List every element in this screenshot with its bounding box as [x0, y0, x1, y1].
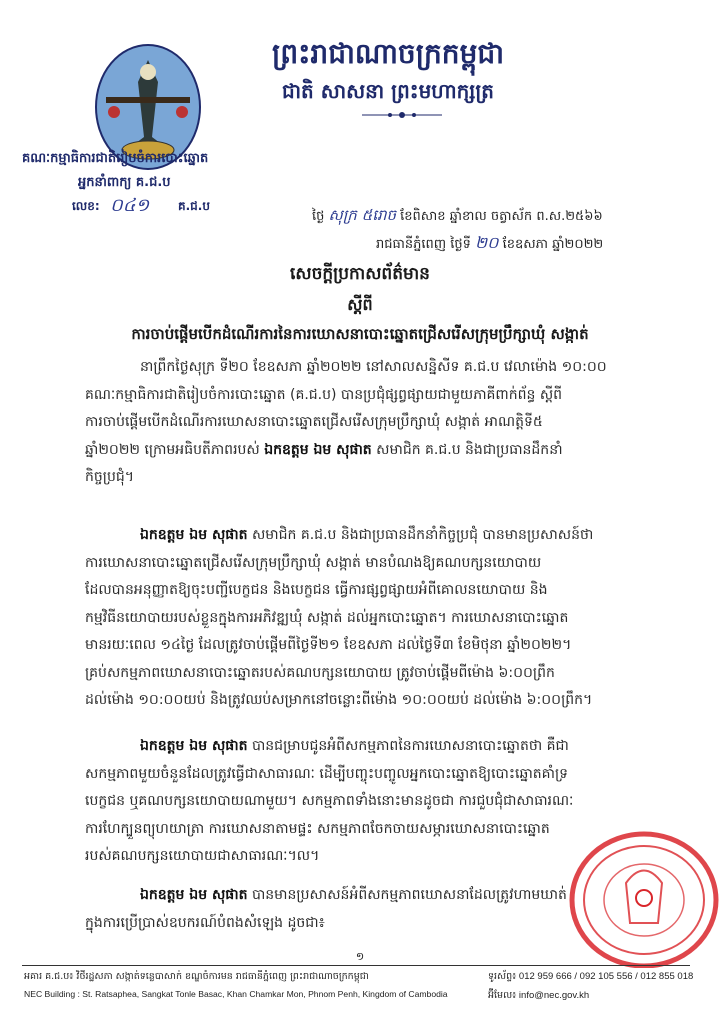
footer-email: អ៊ីមែល៖ info@nec.gov.kh — [488, 990, 590, 1001]
line-text: នាព្រឹកថ្ងៃសុក្រ ទី២០ ខែឧសភា ឆ្នាំ២០២២ នៅសាលសន្និសីទ គ.ជ.ប វេលាម៉ោង ១០:០០ — [140, 359, 607, 375]
official-stamp — [566, 828, 720, 968]
kingdom-heading: ព្រះរាជាណាចក្រកម្ពុជា — [272, 37, 505, 70]
lunar-date — [312, 206, 603, 228]
footer-divider — [22, 965, 690, 966]
title-about: ស្តីពី — [347, 295, 373, 314]
body-line — [85, 791, 690, 812]
line-text: បានជម្រាបជូនអំពីសកម្មភាពនៃការឃោសនាបោះឆ្នោតថា គឺជា — [247, 738, 569, 754]
line-text: របស់គណបក្សនយោបាយជាសាធារណៈ។ល។ — [85, 848, 320, 864]
lunar-date-prefix: ថ្ងៃ — [312, 209, 325, 224]
body-line — [85, 440, 690, 461]
document-title: សេចក្តីប្រកាសព័ត៌មាន — [290, 264, 430, 284]
body-line — [85, 635, 690, 656]
body-line — [85, 663, 690, 684]
number-suffix: គ.ជ.ប — [178, 199, 210, 213]
body-line — [85, 580, 690, 601]
line-text: គ្រប់សកម្មភាពឃោសនាបោះឆ្នោតរបស់គណបក្សនយោបាយ ត្រូវចាប់ផ្ដើមពីម៉ោង ៦:០០ព្រឹក — [85, 664, 555, 681]
body-line — [85, 608, 690, 629]
line-text: បានមានប្រសាសន៍អំពីសកម្មភាពឃោសនាដែលត្រូវហាមឃាត់ — [247, 887, 567, 903]
speaker-name: ឯកឧត្តម ឯម សុផាត — [264, 441, 372, 458]
document-subject: ការចាប់ផ្តើមបើកដំណើរការនៃការឃោសនាបោះឆ្នោតជ្រើសរើសក្រុមប្រឹក្សាឃុំ សង្កាត់ — [131, 325, 589, 343]
lunar-date-suffix: ខែពិសាខ ឆ្នាំខាល ចត្វាស័ក ព.ស.២៥៦៦ — [400, 209, 603, 224]
body-line — [140, 357, 690, 378]
speaker-name: ឯកឧត្តម ឯម សុផាត — [140, 738, 248, 754]
body-line — [85, 553, 690, 574]
spokesperson-label: អ្នកនាំពាក្យ គ.ជ.ប — [78, 175, 171, 190]
footer-address-en: NEC Building : St. Ratsaphea, Sangkat Tonle Basac, Khan Chamkar Mon, Phnom Penh, Kingdom of Cambodia — [24, 989, 448, 999]
date-suffix: ខែឧសភា ឆ្នាំ២០២២ — [502, 237, 604, 252]
number-label: លេខ: — [72, 199, 100, 213]
line-text: ឆ្នាំ២០២២ ក្រោមអធិបតីភាពរបស់ — [85, 441, 265, 458]
line-text: គណៈកម្មាធិការជាតិរៀបចំការបោះឆ្នោត (គ.ជ.ប) បានប្រជុំផ្សព្វផ្សាយជាមួយភាគីពាក់ព័ន្ធ ស្ដីពី — [85, 386, 563, 403]
line-text: ដែលបានអនុញ្ញាតឱ្យចុះបញ្ជីបេក្ខជន និងបេក្ខជន ធ្វើការផ្សព្វផ្សាយអំពីគោលនយោបាយ និង — [85, 582, 548, 598]
line-text: សមាជិក គ.ជ.ប និងជាប្រធានដឹកនាំកិច្ចប្រជុំ បានមានប្រសាសន៍ថា — [247, 527, 594, 543]
national-motto: ជាតិ សាសនា ព្រះមហាក្សត្រ — [282, 79, 494, 103]
line-text: ដល់ម៉ោង ១០:០០យប់ និងត្រូវឈប់សម្រាកនៅចន្លោះពីម៉ោង ១០:០០យប់ ដល់ម៉ោង ៦:០០ព្រឹក។ — [85, 692, 593, 708]
lunar-date-handwritten: សុក្រ ៥រោច — [328, 206, 396, 224]
line-text: មានរយៈពេល ១៤ថ្ងៃ ដែលត្រូវចាប់ផ្ដើមពីថ្ងៃទី២១ ខែឧសភា ដល់ថ្ងៃទី៣ ខែមិថុនា ឆ្នាំ២០២២។ — [85, 637, 572, 653]
body-line — [85, 467, 690, 488]
line-text: ការចាប់ផ្ដើមបើកដំណើរការឃោសនាបោះឆ្នោតជ្រើសរើសក្រុមប្រឹក្សាឃុំ សង្កាត់ អាណត្តិទី៥ — [85, 414, 543, 430]
body-line — [85, 764, 690, 785]
speaker-name: ឯកឧត្តម ឯម សុផាត — [140, 527, 248, 543]
speaker-name: ឯកឧត្តម ឯម សុផាត — [140, 887, 248, 903]
page-number: ១ — [355, 950, 365, 963]
footer-phone: ទូរស័ព្ទ៖ 012 959 666 / 092 105 556 / 012 855 018 — [488, 971, 694, 982]
document-number: ០៤១ — [110, 195, 150, 216]
line-text: ការហែក្បួនព្យុហយាត្រា ការឃោសនាតាមផ្ទះ សកម្មភាពចែកចាយសម្ភារឃោសនាបោះឆ្នោត — [85, 820, 550, 837]
line-text: បេក្ខជន ឬគណបក្សនយោបាយណាមួយ។ សកម្មភាពទាំងនោះមានដូចជា ការជួបជុំជាសាធារណៈ — [85, 793, 574, 809]
organization-name: គណៈកម្មាធិការជាតិរៀបចំការបោះឆ្នោត — [22, 151, 209, 166]
body-line — [85, 385, 690, 406]
gregorian-date — [376, 232, 603, 256]
body-line — [140, 525, 690, 546]
line-text: កម្មវិធីនយោបាយរបស់ខ្លួនក្នុងការអភិវឌ្ឍឃុំ សង្កាត់ ដល់អ្នកបោះឆ្នោត។ ការឃោសនាបោះឆ្នោត — [85, 609, 569, 626]
line-text: សកម្មភាពមួយចំនួនដែលត្រូវធ្វើជាសាធារណៈ ដើម្បីបញ្ចុះបញ្ចូលអ្នកបោះឆ្នោតឱ្យបោះឆ្នោតគាំទ្រ — [85, 765, 569, 782]
line-text: សមាជិក គ.ជ.ប និងជាប្រធានដឹកនាំ — [371, 441, 563, 458]
line-text: ការឃោសនាបោះឆ្នោតជ្រើសរើសក្រុមប្រឹក្សាឃុំ សង្កាត់ មានបំណងឱ្យគណបក្សនយោបាយ — [85, 554, 542, 571]
line-text: ក្នុងការប្រើប្រាស់ឧបករណ៍បំពងសំឡេង ដូចជា៖ — [85, 914, 325, 931]
line-text: កិច្ចប្រជុំ។ — [85, 469, 134, 485]
body-line — [85, 412, 690, 433]
body-line — [85, 690, 690, 711]
date-prefix: រាជធានីភ្នំពេញ ថ្ងៃទី — [376, 237, 471, 252]
footer-address-kh: អគារ គ.ជ.ប៖ វិថីរដ្ឋសភា សង្កាត់ទន្លេបាសាក់ ខណ្ឌចំការមន រាជធានីភ្នំពេញ ព្រះរាជាណាចក្រកម្ពុជា — [24, 971, 369, 982]
ornament-divider — [362, 110, 442, 120]
date-day: ២០ — [475, 233, 499, 252]
body-line — [140, 736, 690, 757]
